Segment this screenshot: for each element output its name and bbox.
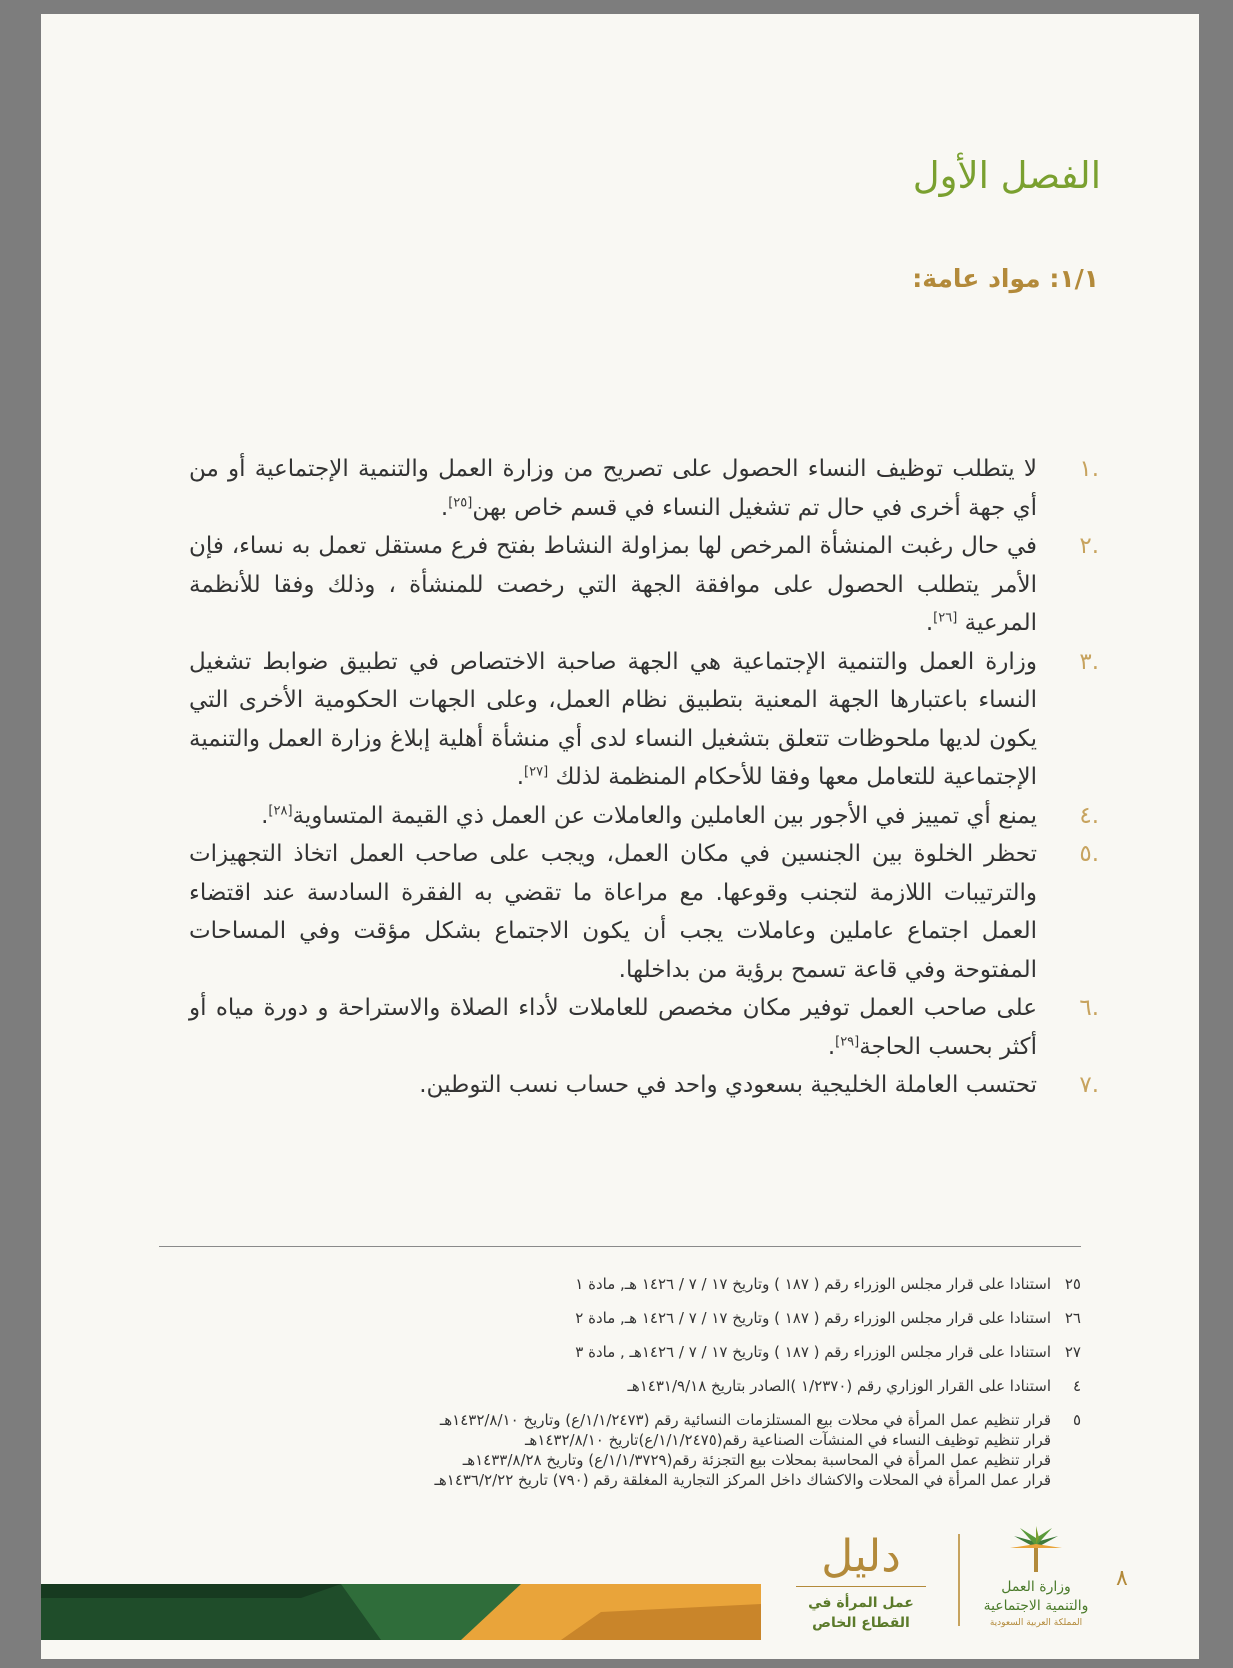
- article-end: .: [827, 1033, 836, 1060]
- footnote-number: ٢٦: [1064, 1309, 1081, 1327]
- logo-separator: [958, 1534, 960, 1626]
- page-number: ٨: [1116, 1566, 1128, 1591]
- article-number: .٧: [1079, 1072, 1099, 1098]
- article-text: لا يتطلب توظيف النساء الحصول على تصريح من وزارة العمل والتنمية الإجتماعية أو من أي جهة أخرى في حال تم تشغيل النساء في قسم خاص بهن: [189, 456, 1037, 521]
- article-text: على صاحب العمل توفير مكان مخصص للعاملات لأداء الصلاة والاستراحة و دورة مياه أو أكثر بحسب الحاجة: [189, 995, 1037, 1060]
- article-end: .: [925, 610, 934, 636]
- article-number: .٤: [1079, 802, 1099, 829]
- footnote-item: [321, 1342, 1081, 1362]
- footnote-item: [321, 1376, 1081, 1396]
- footnote-divider: [159, 1246, 1081, 1247]
- article-text: تحتسب العاملة الخليجية بسعودي واحد في حساب نسب التوطين.: [419, 1072, 1037, 1098]
- guide-subtitle: عمل المرأة في: [808, 1595, 914, 1611]
- article-item: [189, 450, 1099, 527]
- kingdom-name: المملكة العربية السعودية: [989, 1618, 1083, 1628]
- footnote-text: استنادا على قرار مجلس الوزراء رقم ( ١٨٧ ) وتاريخ ١٧ / ٧ / ١٤٢٦هـ , مادة ٣: [575, 1343, 1051, 1361]
- palm-icon: [1006, 1526, 1066, 1574]
- footnote-number: ٢٥: [1064, 1275, 1081, 1293]
- footnote-text: استنادا على القرار الوزاري رقم (١/٢٣٧٠ )الصادر بتاريخ ١٤٣١/٩/١٨هـ: [627, 1377, 1051, 1395]
- footnote-number: ٤: [1072, 1377, 1081, 1395]
- footnotes-list: [321, 1274, 1081, 1504]
- guide-title: دليل: [821, 1531, 901, 1582]
- footnote-ref: [٢٥]: [448, 494, 473, 510]
- ministry-name: والتنمية الاجتماعية: [983, 1598, 1089, 1614]
- footnote-ref: [٢٧]: [524, 764, 549, 780]
- article-end: .: [440, 494, 449, 521]
- article-item: [189, 797, 1099, 836]
- article-number: .٦: [1079, 995, 1099, 1021]
- footer-stripe: [41, 1584, 761, 1640]
- article-number: .٥: [1079, 841, 1099, 867]
- ministry-name: وزارة العمل: [1001, 1579, 1071, 1595]
- footnote-ref: [٢٦]: [933, 610, 958, 626]
- guide-logo: [796, 1532, 926, 1633]
- article-number: .٢: [1079, 533, 1099, 559]
- ministry-logo: [961, 1526, 1111, 1630]
- article-item: [189, 1066, 1099, 1105]
- article-end: .: [516, 764, 525, 790]
- article-text: تحظر الخلوة بين الجنسين في مكان العمل، ويجب على صاحب العمل اتخاذ التجهيزات والترتيبات اللازمة لتجنب وقوعها. مع مراعاة ما تقضي به الفقرة السادسة عند اقتضاء العمل اجتماع عاملين وعاملات يجب أن يكون الاجتماع بشكل مؤقت وفي المساحات المفتوحة وفي قاعة تسمح برؤية من بداخلها.: [189, 841, 1037, 983]
- article-item: [189, 835, 1099, 989]
- footnote-text: قرار تنظيم عمل المرأة في محلات بيع المستلزمات النسائية رقم (١/١/٢٤٧٣/ع) وتاريخ ١٤٣٢/٨/١٠هـ: [439, 1411, 1051, 1429]
- article-end: .: [261, 802, 269, 829]
- guide-logo-line: [796, 1586, 926, 1587]
- footnote-text: قرار عمل المرأة في المحلات والاكشاك داخل المركز التجارية المغلقة رقم (٧٩٠) تاريخ ١٤٣٦/٢/٢٢هـ: [434, 1471, 1051, 1489]
- footnote-item: [321, 1410, 1081, 1490]
- footnote-text: استنادا على قرار مجلس الوزراء رقم ( ١٨٧ ) وتاريخ ١٧ / ٧ / ١٤٢٦ هـ, مادة ٢: [575, 1309, 1051, 1327]
- article-number: .٣: [1079, 648, 1099, 675]
- footnote-item: [321, 1274, 1081, 1294]
- article-text: في حال رغبت المنشأة المرخص لها بمزاولة النشاط بفتح فرع مستقل تعمل به نساء، فإن الأمر يتطلب الحصول على موافقة الجهة التي رخصت للمنشأة ، وذلك وفقا للأنظمة المرعية: [189, 533, 1037, 636]
- article-item: [189, 643, 1099, 797]
- section-title: ١/١: مواد عامة:: [912, 264, 1099, 293]
- article-number: .١: [1079, 456, 1099, 482]
- article-item: [189, 527, 1099, 643]
- articles-list: [189, 450, 1099, 1105]
- footnote-item: [321, 1308, 1081, 1328]
- article-text: يمنع أي تمييز في الأجور بين العاملين والعاملات عن العمل ذي القيمة المتساوية: [292, 802, 1037, 829]
- article-item: [189, 989, 1099, 1066]
- guide-subtitle: القطاع الخاص: [812, 1615, 910, 1631]
- stripe-shadow: [41, 1584, 341, 1598]
- footnote-text: استنادا على قرار مجلس الوزراء رقم ( ١٨٧ ) وتاريخ ١٧ / ٧ / ١٤٢٦ هـ, مادة ١: [575, 1275, 1051, 1293]
- footnote-ref: [٢٨]: [268, 802, 293, 818]
- document-page: [41, 14, 1199, 1659]
- footnote-text: قرار تنظيم عمل المرأة في المحاسبة بمحلات بيع التجزئة رقم(١/١/٣٧٢٩/ع) وتاريخ ١٤٣٣/٨/٢٨هـ: [462, 1451, 1051, 1469]
- footnote-number: ٥: [1072, 1411, 1081, 1429]
- footnote-text: قرار تنظيم توظيف النساء في المنشآت الصناعية رقم(١/١/٢٤٧٥/ع)تاريخ ١٤٣٢/٨/١٠هـ: [525, 1431, 1051, 1449]
- chapter-title: الفصل الأول: [912, 154, 1101, 197]
- article-text: وزارة العمل والتنمية الإجتماعية هي الجهة صاحبة الاختصاص في تطبيق ضوابط تشغيل النساء باعتبارها الجهة المعنية بتطبيق نظام العمل، وعلى الجهات الحكومية الأخرى التي يكون لديها ملحوظات تتعلق بتشغيل النساء لدى أي منشأة أهلية إبلاغ وزارة العمل والتنمية الإجتماعية للتعامل معها وفقا للأحكام المنظمة لذلك: [189, 648, 1037, 790]
- footnote-number: ٢٧: [1064, 1343, 1081, 1361]
- footnote-ref: [٢٩]: [835, 1033, 860, 1049]
